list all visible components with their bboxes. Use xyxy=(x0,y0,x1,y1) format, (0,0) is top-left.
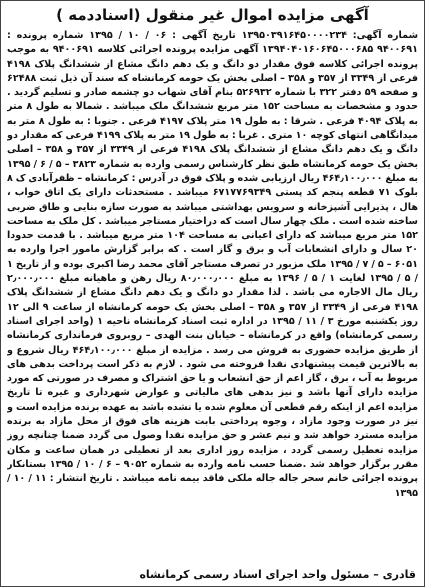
notice-paragraph: شماره آگهی: ۱۳۹۵۰۳۹۱۶۴۵۰۰۰۰۲۳۴ تاریخ آگهی : ۰۶ / ۱۰ / ۱۳۹۵ شماره پرونده : ۹۴۰۰۶۹۱ ۱۳۹۴۰۴۰۱۶۰۶۴۵۰۰۰۶۸۵ آگهی مزایده پرونده اجرائی کلاسه ۹۴۰۰۶۹۱ به موجب پرونده اجرائی کلاسه فوق مقدار دو دانگ و یک دهم دانگ مشاع از ششدانگ پلاک ۴۱۹۸ فرعی از ۳۳۴۹ از ۳۵۷ و ۳۵۸ – اصلی بخش یک حومه کرمانشاه که سند آن ذیل ثبت ۶۲۴۸۸ و صفحه ۵۹ دفتر ۳۲۲ با شماره ۵۲۶۹۳۲ بنام آقای شهاب دو چشمه صادر و تسلیم گردید . حدود و مشخصات به مساحت ۱۵۲ متر مربع ششدانگ ملک میباشد . شمالا به طول ۸ متر به پلاک ۴۰۹۴ فرعی . شرقا : به طول ۱۹ متر پلاک ۴۱۹۷ فرعی . جنوبا : به طول ۸ متر به میدانگاهی انتهای کوچه ۱۰ متری . غربا : به طول ۱۹ متر به پلاک ۴۱۹۹ فرعی که مقدار دو دانگ و یک دهم دانگ مشاع از ششدانگ پلاک ۴۱۹۸ فرعی از ۳۳۴۹ از ۳۵۷ و ۳۵۸ – اصلی بخش یک حومه کرمانشاه طبق نظر کارشناس رسمی وارده به شماره ۳۸۲۳ – ۵ / ۶ / ۱۳۹۵ به مبلغ ۴۶۴٫۱۰۰٫۰۰۰ ریال ارزیابی شده و پلاک فوق در آدرس : کرمانشاه – ظفرآبادی ک ۸ بلوک ۷۱ قطعه پنجم کد پستی ۶۷۱۷۷۶۹۳۴۹ میباشد . مستحدثات دارای یک اتاق خواب ، هال ، پذیرایی آشپزخانه و سرویس بهداشتی میباشد به صورت سازه بنایی و طاق ضربی ساخته شده است . ملک چهار سال است که دراختیار مستاجر میباشد . کل ملک به مساحت ۱۵۲ متر مربع میباشد که دارای اعیانی به مساحت ۱۰۴ متر مربع میباشد . با قدمت حدودا ۲۰ سال و دارای انشعابات آب و برق و گاز است . که برابر گزارش مامور اجرا وارده به ۶۰۵۱ – ۵ / ۷ / ۱۳۹۵ ملک مزبور در تصرف مستاجر آقای محمد رضا اکبری بوده و از تاریخ ۱ / ۵ / ۱۳۹۵ لغایت ۱ / ۵ / ۱۳۹۶ به مبلغ ۸۰٫۰۰۰٫۰۰۰ ریال رهن و ماهیانه مبلغ ۲٫۰۰۰٫۰۰۰ ریال مال الاجاره می باشد . لذا مقدار دو دانگ و یک دهم دانگ مشاع از ششدانگ پلاک ۴۱۹۸ فرعی از ۳۳۴۹ از ۳۵۷ و ۳۵۸ – اصلی بخش یک حومه کرمانشاه از ساعت ۹ الی ۱۲ روز یکشنبه مورخ ۳ / ۱۱ / ۱۳۹۵ در اداره ثبت اسناد کرمانشاه ناحیه ۱ (واحد اجرای اسناد رسمی کرمانشاه) واقع در کرمانشاه – خیابان بنت الهدی – روبروی فرمانداری کرمانشاه از طریق مزایده حضوری به فروش می رسد . مزایده از مبلغ ۴۶۴٫۱۰۰٫۰۰۰ ریال شروع و به بالاترین قیمت پیشنهادی نقدا فروخته می شود . لازم به ذکر است پرداخت بدهی های مربوط به آب ، برق ، گاز اعم از حق انشعاب و یا حق اشتراک و مصرف در صورتی که مورد مزایده دارای آنها باشد و نیز بدهی های مالیاتی و عوارض شهرداری و غیره تا تاریخ مزایده اعم از اینکه رقم قطعی آن معلوم شده یا نشده باشد به عهده برنده مزایده است و نیز در صورت وجود مازاد ، وجوه پرداختی بابت هزینه های فوق از محل مازاد به برنده مزایده مسترد خواهد شد و نیم عشر و حق مزایده نقدا وصول می گردد ضمنا چنانچه روز مزایده تعطیل رسمی گردد ، مزایده روز اداری بعد از تعطیلی در همان ساعت و مکان مقرر برگزار خواهد شد .ضمنا حسب نامه وارده به شماره ۹۰۵۲ – ۶ / ۱۰ / ۱۳۹۵ بستانکار پرونده اجرائی خانم سحر جاله جاله ملکی فاقد بیمه نامه میباشد . تاریخ انتشار : ۱۱ / ۱۰ / ۱۳۹۵ xyxy=(7,30,418,499)
notice-body xyxy=(7,29,418,564)
notice-title: آگهی مزایده اموال غیر منقول (اسناددمه ) xyxy=(56,6,369,24)
notice-signature: قادری – مسئول واحد اجرای اسناد رسمی کرمانشاه xyxy=(139,568,416,581)
